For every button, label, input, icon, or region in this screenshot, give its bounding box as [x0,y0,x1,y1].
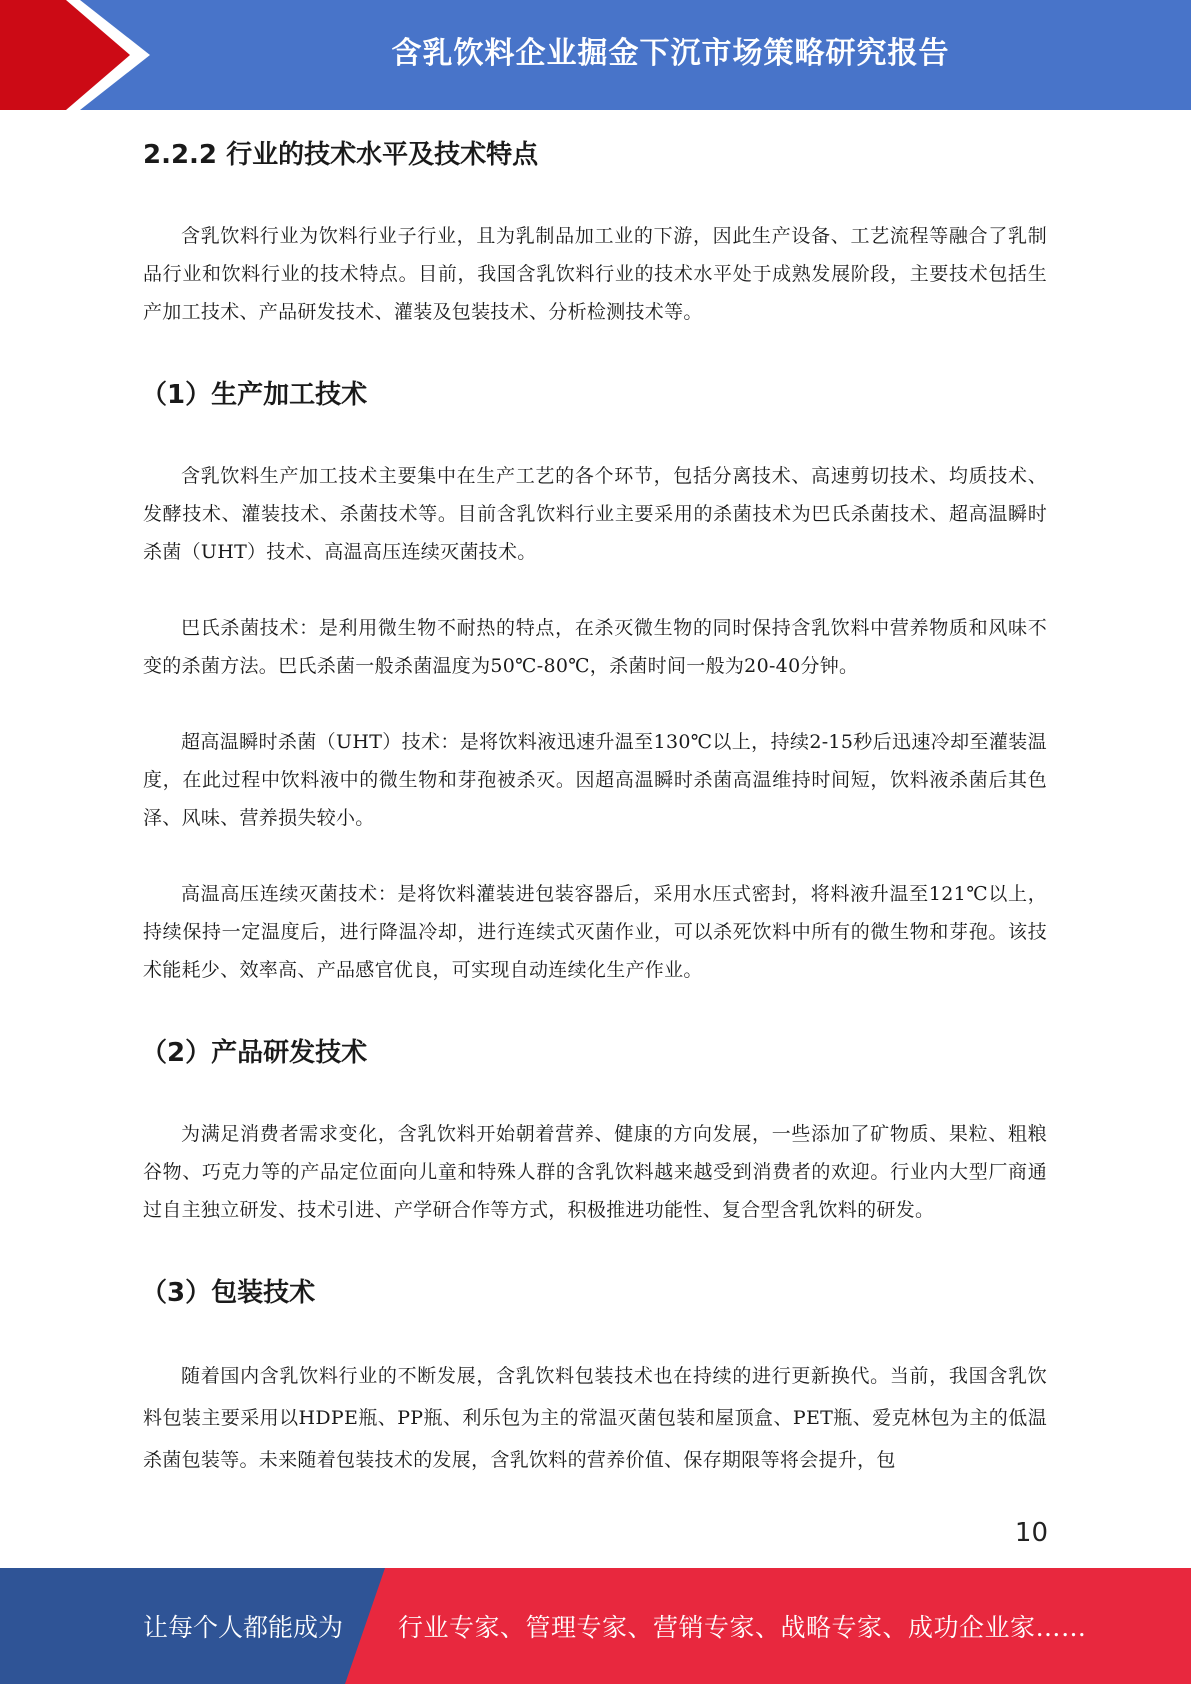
intro-paragraph: 含乳饮料行业为饮料行业子行业，且为乳制品加工业的下游，因此生产设备、工艺流程等融合了乳制品行业和饮料行业的技术特点。目前，我国含乳饮料行业的技术水平处于成熟发展阶段，主要技术包括生产加工技术、产品研发技术、灌装及包装技术、分析检测技术等。 [143,225,1047,323]
footer-slogan-right: 行业专家、管理专家、营销专家、战略专家、成功企业家…… [398,1613,1087,1642]
paragraph-pasteurization: 巴氏杀菌技术：是利用微生物不耐热的特点，在杀灭微生物的同时保持含乳饮料中营养物质和风味不变的杀菌方法。巴氏杀菌一般杀菌温度为50℃-80℃，杀菌时间一般为20-40分钟。 [143,617,1047,677]
paragraph-product-rd: 为满足消费者需求变化，含乳饮料开始朝着营养、健康的方向发展，一些添加了矿物质、果粒、粗粮谷物、巧克力等的产品定位面向儿童和特殊人群的含乳饮料越来越受到消费者的欢迎。行业内大型厂商通过自主独立研发、技术引进、产学研合作等方式，积极推进功能性、复合型含乳饮料的研发。 [143,1123,1047,1221]
page-header [0,0,1191,110]
header-red-chevron-decoration [0,0,150,110]
paragraph-packaging: 随着国内含乳饮料行业的不断发展，含乳饮料包装技术也在持续的进行更新换代。当前，我国含乳饮料包装主要采用以HDPE瓶、PP瓶、利乐包为主的常温灭菌包装和屋顶盒、PET瓶、爱克林包为主的低温杀菌包装等。未来随着包装技术的发展，含乳饮料的营养价值、保存期限等将会提升，包 [143,1365,1047,1471]
subheading-product-rd: （2）产品研发技术 [141,1038,368,1068]
report-title: 含乳饮料企业掘金下沉市场策略研究报告 [391,36,950,71]
paragraph-processing-overview: 含乳饮料生产加工技术主要集中在生产工艺的各个环节，包括分离技术、高速剪切技术、均质技术、发酵技术、灌装技术、杀菌技术等。目前含乳饮料行业主要采用的杀菌技术为巴氏杀菌技术、超高温瞬时杀菌（UHT）技术、高温高压连续灭菌技术。 [143,465,1047,563]
section-heading: 2.2.2 行业的技术水平及技术特点 [143,140,539,170]
document-body [143,118,1047,1481]
subheading-production-processing: （1）生产加工技术 [141,380,368,410]
paragraph-uht: 超高温瞬时杀菌（UHT）技术：是将饮料液迅速升温至130℃以上，持续2-15秒后迅速冷却至灌装温度，在此过程中饮料液中的微生物和芽孢被杀灭。因超高温瞬时杀菌高温维持时间短，饮料液杀菌后其色泽、风味、营养损失较小。 [143,731,1047,829]
footer-slogan-left: 让每个人都能成为 [143,1613,344,1642]
page-number: 10 [1014,1518,1048,1548]
page-footer [0,1568,1191,1684]
paragraph-high-pressure-sterilization: 高温高压连续灭菌技术：是将饮料灌装进包装容器后，采用水压式密封，将料液升温至121℃以上，持续保持一定温度后，进行降温冷却，进行连续式灭菌作业，可以杀死饮料中所有的微生物和芽孢。该技术能耗少、效率高、产品感官优良，可实现自动连续化生产作业。 [143,883,1047,981]
subheading-packaging: （3）包装技术 [141,1278,316,1308]
